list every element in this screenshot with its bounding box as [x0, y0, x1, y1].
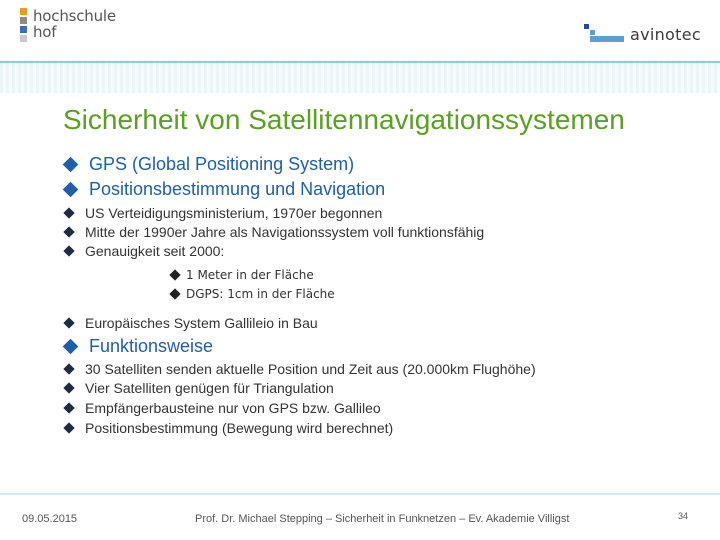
footer-date: 09.05.2015	[22, 513, 78, 525]
logo-square-orange	[20, 8, 27, 15]
bullet-level1	[63, 154, 354, 175]
diamond-bullet-icon	[63, 363, 74, 374]
logo-square-blue	[20, 26, 27, 33]
diamond-bullet-icon	[63, 207, 74, 218]
diamond-bullet-icon	[63, 339, 79, 355]
hochschule-hof-logo-mark	[20, 8, 28, 44]
bullet-text: DGPS: 1cm in der Fläche	[186, 287, 335, 301]
page-number: 34	[678, 511, 689, 521]
bullet-level2	[63, 224, 484, 240]
bullet-text: 1 Meter in der Fläche	[186, 268, 314, 282]
hochschule-hof-logo-text	[33, 8, 116, 40]
logo-square-light	[20, 35, 27, 42]
bullet-text: 30 Satelliten senden aktuelle Position und Zeit aus (20.000km Flughöhe)	[85, 361, 536, 377]
bullet-level2	[63, 380, 334, 396]
diamond-bullet-icon	[169, 288, 180, 299]
avinotec-logo-text: avinotec	[630, 25, 701, 44]
header-band	[0, 60, 720, 93]
bullet-level3	[171, 268, 314, 282]
bullet-level2	[63, 205, 382, 221]
avinotec-logo-mark	[584, 24, 624, 44]
diamond-bullet-icon	[169, 269, 180, 280]
bullet-level2	[63, 400, 381, 416]
diamond-bullet-icon	[63, 422, 74, 433]
logo-square-gray	[20, 17, 27, 24]
bullet-level1	[63, 179, 385, 200]
diamond-bullet-icon	[63, 382, 74, 393]
bullet-text: GPS (Global Positioning System)	[89, 154, 355, 174]
diamond-bullet-icon	[63, 157, 79, 173]
bullet-text: Vier Satelliten genügen für Triangulation	[85, 380, 334, 396]
slide-title: Sicherheit von Satellitennavigationssystemen	[63, 104, 625, 135]
bullet-text: Positionsbestimmung und Navigation	[89, 179, 386, 199]
bullet-level3	[171, 287, 335, 301]
footer-center: Prof. Dr. Michael Stepping – Sicherheit in Funknetzen – Ev. Akademie Villigst	[195, 513, 570, 525]
bullet-text: Europäisches System Gallileio in Bau	[85, 315, 318, 331]
bullet-text: Positionsbestimmung (Bewegung wird berechnet)	[85, 420, 394, 436]
header-band-line	[0, 61, 720, 63]
bullet-text: Mitte der 1990er Jahre als Navigationssystem voll funktionsfähig	[85, 224, 485, 240]
footer-divider	[0, 493, 720, 495]
diamond-bullet-icon	[63, 226, 74, 237]
diamond-bullet-icon	[63, 245, 74, 256]
diamond-bullet-icon	[63, 182, 79, 198]
bullet-level2	[63, 315, 318, 331]
diamond-bullet-icon	[63, 402, 74, 413]
logo-line-1: hochschule	[33, 7, 116, 25]
bullet-level2	[63, 420, 393, 436]
bullet-level2	[63, 361, 536, 377]
bullet-text: Genauigkeit seit 2000:	[85, 243, 225, 259]
bullet-level1	[63, 336, 213, 357]
bullet-text: US Verteidigungsministerium, 1970er begonnen	[85, 205, 383, 221]
bullet-text: Funktionsweise	[89, 336, 214, 356]
diamond-bullet-icon	[63, 317, 74, 328]
logo-line-2: hof	[33, 23, 57, 41]
bullet-level2	[63, 243, 224, 259]
bullet-text: Empfängerbausteine nur von GPS bzw. Gallileo	[85, 400, 381, 416]
